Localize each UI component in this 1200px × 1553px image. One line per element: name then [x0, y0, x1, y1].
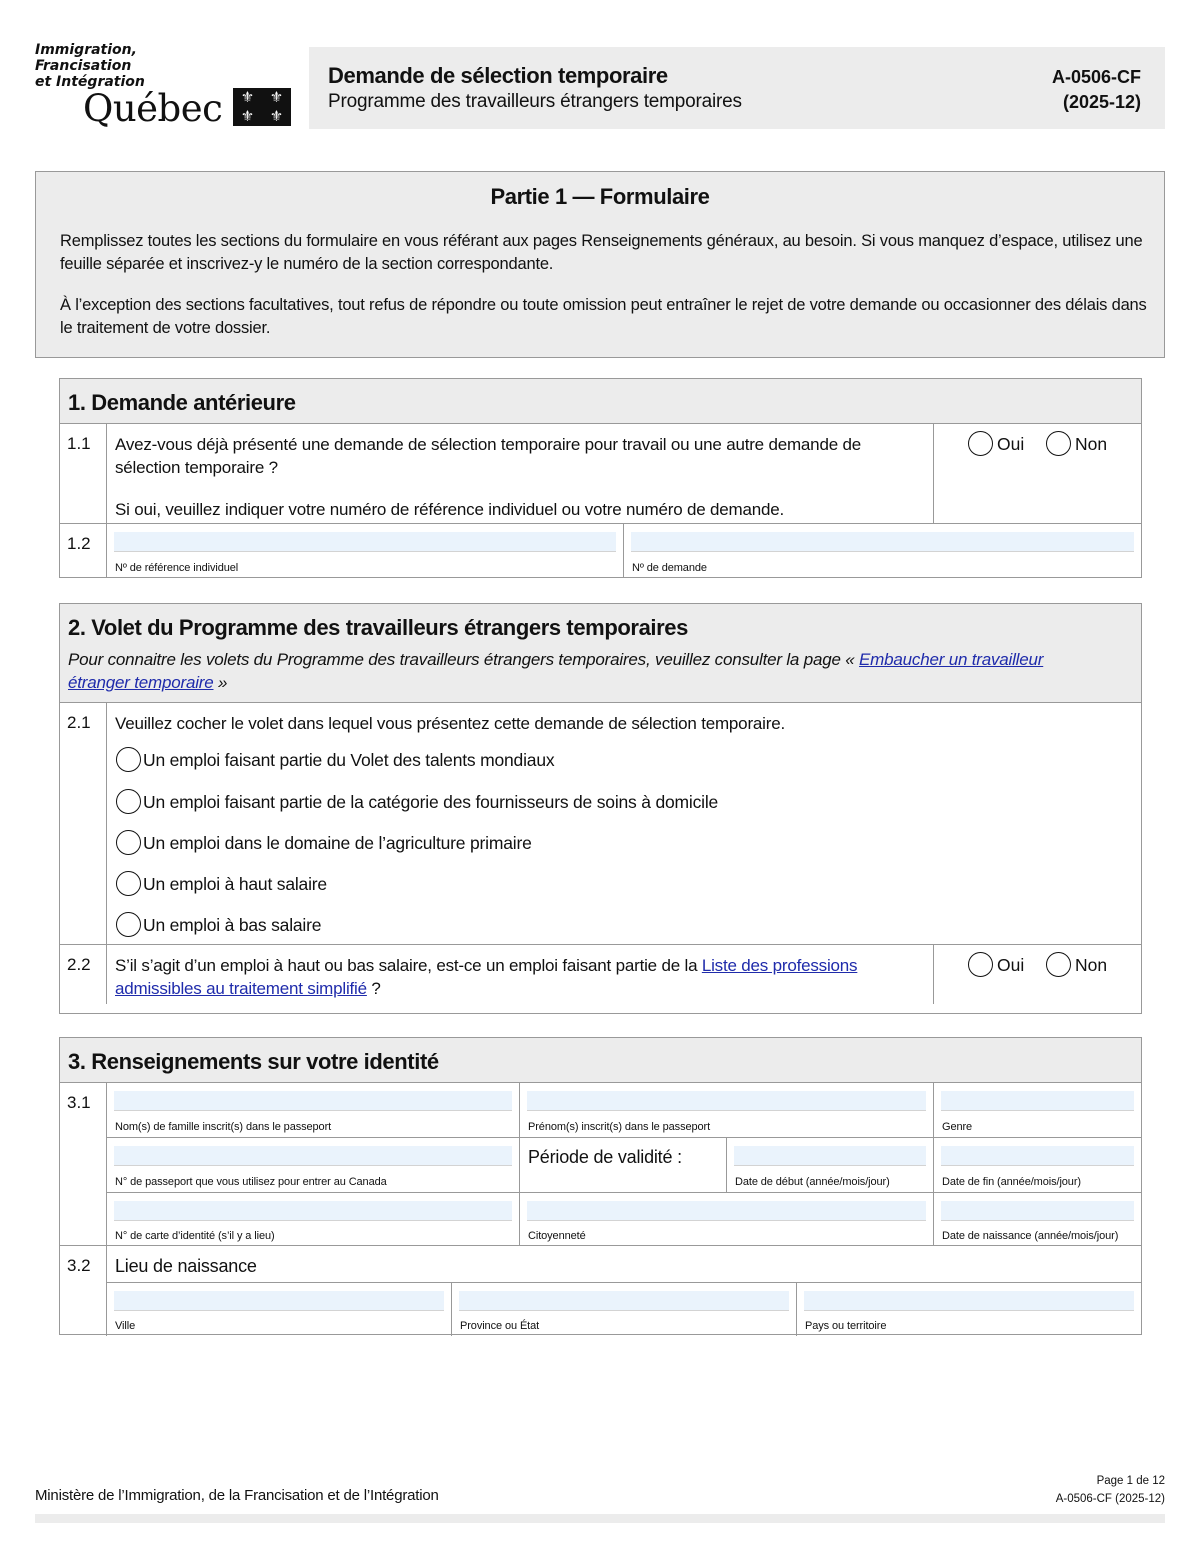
prenom-input[interactable] — [527, 1091, 926, 1111]
q2-2-no-option[interactable] — [1046, 954, 1107, 979]
date-debut-label: Date de début (année/mois/jour) — [735, 1176, 890, 1188]
question-number: 2.2 — [60, 945, 107, 1004]
radio-button[interactable] — [116, 830, 141, 855]
date-naissance-input[interactable] — [941, 1201, 1134, 1221]
question-2-1-text: Veuillez cocher le volet dans lequel vous présentez cette demande de sélection temporaire. — [115, 714, 785, 733]
form-title: Demande de sélection temporaire — [328, 63, 668, 88]
form-code — [1052, 65, 1141, 115]
section-3-identite — [59, 1037, 1142, 1335]
genre-field — [934, 1083, 1141, 1137]
demande-number-field — [624, 524, 1141, 578]
citoyennete-field — [520, 1193, 934, 1246]
instructions-paragraph-2: À l’exception des sections facultatives, tout refus de répondre ou toute omission peut entraîner le rejet de votre demande ou occasionner des délais dans le traitement de votre dossier. — [60, 296, 1147, 337]
section-2-header — [60, 604, 1141, 703]
question-number: 3.1 — [60, 1083, 107, 1245]
option-label: Un emploi à bas salaire — [143, 915, 322, 936]
option-label: Un emploi à haut salaire — [143, 874, 327, 895]
divider — [933, 424, 934, 524]
ministry-name-line-1: Immigration, — [35, 42, 137, 58]
q2-2-yes-option[interactable] — [968, 954, 1024, 979]
province-input[interactable] — [459, 1291, 789, 1311]
no-label: Non — [1075, 955, 1108, 976]
liste-professions-link[interactable]: Liste des professions admissibles au traitement simplifié — [115, 956, 858, 998]
citoyennete-input[interactable] — [527, 1201, 926, 1221]
radio-yes[interactable] — [968, 952, 993, 977]
q2-2-text-start: S’il s’agit d’un emploi à haut ou bas salaire, est-ce un emploi faisant partie de la — [115, 956, 702, 975]
nom-input[interactable] — [114, 1091, 512, 1111]
carte-identite-field — [107, 1193, 520, 1246]
ministry-name-line-3: et Intégration — [35, 74, 145, 90]
question-number: 2.1 — [60, 703, 107, 944]
footer-form-code: A-0506-CF (2025-12) — [1055, 1493, 1165, 1505]
question-2-2-row — [60, 945, 1141, 1004]
partie-1-instructions — [35, 171, 1165, 358]
option-label: Un emploi dans le domaine de l’agriculture primaire — [143, 833, 532, 854]
section-2-title: 2. Volet du Programme des travailleurs étrangers temporaires — [68, 615, 688, 640]
genre-input[interactable] — [941, 1091, 1134, 1111]
question-1-1-row — [60, 424, 1141, 524]
ville-input[interactable] — [114, 1291, 444, 1311]
question-number: 3.2 — [60, 1246, 107, 1336]
reference-number-input[interactable] — [114, 532, 616, 552]
partie-title: Partie 1 — Formulaire — [490, 184, 710, 209]
date-debut-input[interactable] — [734, 1146, 926, 1166]
volet-option-bas-salaire[interactable] — [116, 914, 321, 939]
ministry-name-line-2: Francisation — [35, 58, 132, 74]
q2-2-text-end: ? — [366, 979, 381, 998]
section-2-intro — [68, 648, 1141, 702]
volet-option-agriculture[interactable] — [116, 832, 532, 857]
section-3-header — [60, 1038, 1141, 1083]
section-1-title: 1. Demande antérieure — [68, 390, 296, 415]
q1-1-no-option[interactable] — [1046, 433, 1107, 458]
intro-text: Pour connaitre les volets du Programme des travailleurs étrangers temporaires, veuillez consulter la page « — [68, 650, 860, 669]
q1-1-yes-option[interactable] — [968, 433, 1024, 458]
ville-field — [107, 1283, 452, 1336]
option-label: Un emploi faisant partie de la catégorie des fournisseurs de soins à domicile — [143, 792, 719, 813]
embaucher-link[interactable]: Embaucher un travailleur étranger temporaire — [68, 650, 1044, 692]
nom-field — [107, 1083, 520, 1137]
volet-option-haut-salaire[interactable] — [116, 873, 327, 898]
radio-no[interactable] — [1046, 431, 1071, 456]
pays-input[interactable] — [804, 1291, 1134, 1311]
yes-label: Oui — [997, 955, 1025, 976]
question-3-1-row — [60, 1083, 1141, 1246]
pays-label: Pays ou territoire — [805, 1320, 887, 1332]
prenom-label: Prénom(s) inscrit(s) dans le passeport — [528, 1121, 711, 1133]
passeport-input[interactable] — [114, 1146, 512, 1166]
reference-number-label: Nº de référence individuel — [115, 562, 239, 574]
form-header — [309, 47, 1165, 129]
section-2-volet — [59, 603, 1142, 1014]
question-number: 1.2 — [60, 524, 107, 578]
footer-bar — [35, 1514, 1165, 1523]
question-1-1-note: Si oui, veuillez indiquer votre numéro de référence individuel ou votre numéro de demande. — [115, 500, 785, 519]
reference-number-field — [107, 524, 624, 578]
date-fin-label: Date de fin (année/mois/jour) — [942, 1176, 1081, 1188]
date-debut-field — [727, 1138, 934, 1192]
question-3-2-row — [60, 1246, 1141, 1336]
date-fin-field — [934, 1138, 1141, 1192]
form-code-number: A-0506-CF — [1051, 67, 1141, 87]
section-3-title: 3. Renseignements sur votre identité — [68, 1049, 439, 1074]
question-2-1-row — [60, 703, 1141, 945]
radio-yes[interactable] — [968, 431, 993, 456]
question-2-2-text — [115, 954, 915, 1000]
periode-validite-label: Période de validité : — [528, 1147, 682, 1167]
section-1-header — [60, 379, 1141, 424]
volet-option-talents-mondiaux[interactable] — [116, 749, 554, 774]
genre-label: Genre — [942, 1121, 973, 1133]
date-fin-input[interactable] — [941, 1146, 1134, 1166]
form-subtitle: Programme des travailleurs étrangers temporaires — [328, 91, 742, 112]
radio-no[interactable] — [1046, 952, 1071, 977]
province-label: Province ou État — [460, 1320, 540, 1332]
page-number: Page 1 de 12 — [1096, 1475, 1165, 1487]
divider — [933, 945, 934, 1004]
quebec-wordmark: Québec — [83, 87, 223, 130]
date-naissance-field — [934, 1193, 1141, 1246]
citoyennete-label: Citoyenneté — [528, 1230, 586, 1242]
prenom-field — [520, 1083, 934, 1137]
passeport-field — [107, 1138, 520, 1192]
carte-identite-input[interactable] — [114, 1201, 512, 1221]
province-field — [452, 1283, 797, 1336]
fleurdelise-flag-icon: ⚜ ⚜ ⚜ ⚜ — [233, 88, 291, 126]
carte-identite-label: N° de carte d’identité (s’il y a lieu) — [115, 1230, 275, 1242]
radio-button[interactable] — [116, 747, 141, 772]
ville-label: Ville — [115, 1320, 136, 1332]
question-1-2-row — [60, 524, 1141, 578]
demande-number-input[interactable] — [631, 532, 1134, 552]
question-number: 1.1 — [60, 424, 107, 523]
footer-ministry: Ministère de l’Immigration, de la Francisation et de l’Intégration — [35, 1487, 439, 1504]
pays-field — [797, 1283, 1141, 1336]
lieu-naissance-label: Lieu de naissance — [115, 1256, 257, 1276]
intro-text-end: » — [213, 673, 228, 692]
question-1-1-text: Avez-vous déjà présenté une demande de sélection temporaire pour travail ou une autre demande de sélection temporaire ? — [115, 435, 861, 477]
radio-button[interactable] — [116, 789, 141, 814]
yes-label: Oui — [997, 434, 1025, 455]
date-naissance-label: Date de naissance (année/mois/jour) — [942, 1230, 1119, 1242]
radio-button[interactable] — [116, 912, 141, 937]
no-label: Non — [1075, 434, 1108, 455]
quebec-logo — [35, 42, 295, 137]
option-label: Un emploi faisant partie du Volet des talents mondiaux — [143, 750, 555, 771]
section-1-demande-anterieure — [59, 378, 1142, 578]
form-code-version: (2025-12) — [1062, 92, 1141, 112]
instructions-paragraph-1: Remplissez toutes les sections du formulaire en vous référant aux pages Renseignements généraux, au besoin. Si vous manquez d’espace, utilisez une feuille séparée et inscrivez-y le numéro de la section correspondante. — [60, 232, 1143, 273]
demande-number-label: Nº de demande — [632, 562, 707, 574]
nom-label: Nom(s) de famille inscrit(s) dans le passeport — [115, 1121, 332, 1133]
passeport-label: N° de passeport que vous utilisez pour entrer au Canada — [115, 1176, 387, 1188]
volet-option-soins-domicile[interactable] — [116, 791, 718, 816]
footer-page-info — [1056, 1472, 1165, 1508]
periode-validite-cell — [520, 1138, 727, 1192]
radio-button[interactable] — [116, 871, 141, 896]
